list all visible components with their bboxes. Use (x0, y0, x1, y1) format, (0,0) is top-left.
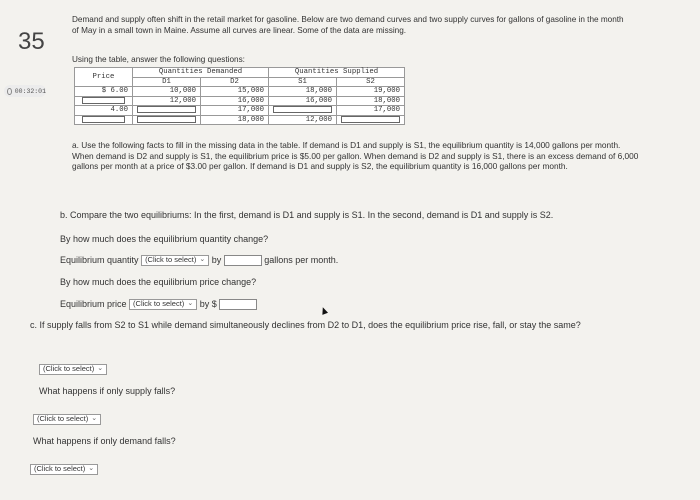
d2-cell: 15,000 (201, 87, 269, 97)
s1-input[interactable] (273, 106, 332, 113)
part-c-q3: What happens if only demand falls? (33, 436, 176, 446)
part-b-q1: By how much does the equilibrium quantity change? (60, 234, 269, 244)
chevron-down-icon: ⌄ (199, 256, 206, 264)
select-label: (Click to select) (145, 255, 197, 265)
eq-price-line (60, 299, 257, 310)
s2-cell: 19,000 (337, 87, 405, 97)
question-number: 35 (18, 28, 45, 55)
d1-header: D1 (133, 77, 201, 87)
price-input[interactable] (82, 97, 124, 104)
chevron-down-icon: ⌄ (187, 300, 194, 308)
table-row (75, 87, 405, 97)
s1-header: S1 (269, 77, 337, 87)
part-c-select-row (33, 414, 101, 425)
timer (4, 85, 46, 97)
table-row (75, 115, 405, 125)
price-cell: $ 6.00 (75, 87, 133, 97)
qd-header: Quantities Demanded (133, 68, 269, 78)
d2-cell: 16,000 (201, 96, 269, 106)
eq-price-select[interactable] (129, 299, 197, 310)
s2-cell: 17,000 (337, 106, 405, 116)
s2-input-cell (337, 115, 405, 125)
select-label: (Click to select) (133, 299, 185, 309)
eq-quantity-line (60, 255, 338, 266)
chevron-down-icon: ⌄ (97, 365, 104, 373)
d1-input-cell (133, 106, 201, 116)
d1-input-cell (133, 115, 201, 125)
s1-cell: 12,000 (269, 115, 337, 125)
d2-cell: 17,000 (201, 106, 269, 116)
s2-input[interactable] (341, 116, 400, 123)
price-header: Price (75, 68, 133, 87)
s2-header: S2 (337, 77, 405, 87)
by-text: by (211, 255, 222, 265)
part-c-question: c. If supply falls from S2 to S1 while demand simultaneously declines from D2 to D1, does the equilibrium price rise, fall, or stay the same? (30, 320, 581, 330)
part-b-q2: By how much does the equilibrium price change? (60, 277, 257, 287)
d2-cell: 18,000 (201, 115, 269, 125)
part-b-intro: b. Compare the two equilibriums: In the first, demand is D1 and supply is S1. In the second, demand is D1 and supply is S2. (60, 210, 554, 220)
d1-input[interactable] (137, 106, 196, 113)
d1-input[interactable] (137, 116, 196, 123)
eq-price-label: Equilibrium price (60, 299, 127, 309)
qs-header: Quantities Supplied (269, 68, 405, 78)
select-label: (Click to select) (37, 414, 89, 424)
mouse-cursor-icon (320, 306, 328, 315)
s1-cell: 16,000 (269, 96, 337, 106)
quantity-change-input[interactable] (224, 255, 262, 266)
d1-cell: 10,000 (133, 87, 201, 97)
part-c-select-row (39, 364, 107, 375)
s2-cell: 18,000 (337, 96, 405, 106)
part-c-supply-select[interactable] (33, 414, 101, 425)
select-label: (Click to select) (43, 364, 95, 374)
timer-text: 00:32:01 (14, 87, 46, 95)
select-label: (Click to select) (34, 464, 86, 474)
d2-header: D2 (201, 77, 269, 87)
price-input[interactable] (82, 116, 124, 123)
price-change-input[interactable] (219, 299, 257, 310)
gallons-text: gallons per month. (264, 255, 339, 265)
price-input-cell (75, 96, 133, 106)
by-dollar-text: by $ (199, 299, 217, 309)
price-cell: 4.00 (75, 106, 133, 116)
table-row (75, 96, 405, 106)
chevron-down-icon: ⌄ (91, 415, 98, 423)
clock-icon (7, 88, 12, 95)
part-a-text: a. Use the following facts to fill in the missing data in the table. If demand is D1 and supply is S1, the equilibrium quantity is 14,000 gallons per month. When demand is D2 and supply is S1, the equilibrium price is $5.00 per gallon. When demand is D2 and supply is S1, there is an excess demand of 6,000 gallons per month at a price of $3.00 per gallon. If demand is D1 and supply is S2, the equilibrium quantity is 16,000 gallons per month. (72, 140, 639, 172)
s1-cell: 18,000 (269, 87, 337, 97)
part-c-q2: What happens if only supply falls? (39, 386, 176, 396)
eq-quantity-select[interactable] (141, 255, 209, 266)
eq-quantity-label: Equilibrium quantity (60, 255, 139, 265)
question-instruction: Using the table, answer the following questions: (72, 55, 245, 64)
part-c-select-row (30, 464, 98, 475)
s1-input-cell (269, 106, 337, 116)
chevron-down-icon: ⌄ (88, 465, 95, 473)
supply-demand-table (74, 67, 405, 125)
question-intro: Demand and supply often shift in the retail market for gasoline. Below are two demand curves and two supply curves for gallons of gasoline in the month of May in a small town in Maine. Assume all curves are linear. Some of the data are missing. (72, 15, 624, 35)
part-c-demand-select[interactable] (30, 464, 98, 475)
table-row (75, 106, 405, 116)
part-c-both-select[interactable] (39, 364, 107, 375)
d1-cell: 12,000 (133, 96, 201, 106)
price-input-cell (75, 115, 133, 125)
